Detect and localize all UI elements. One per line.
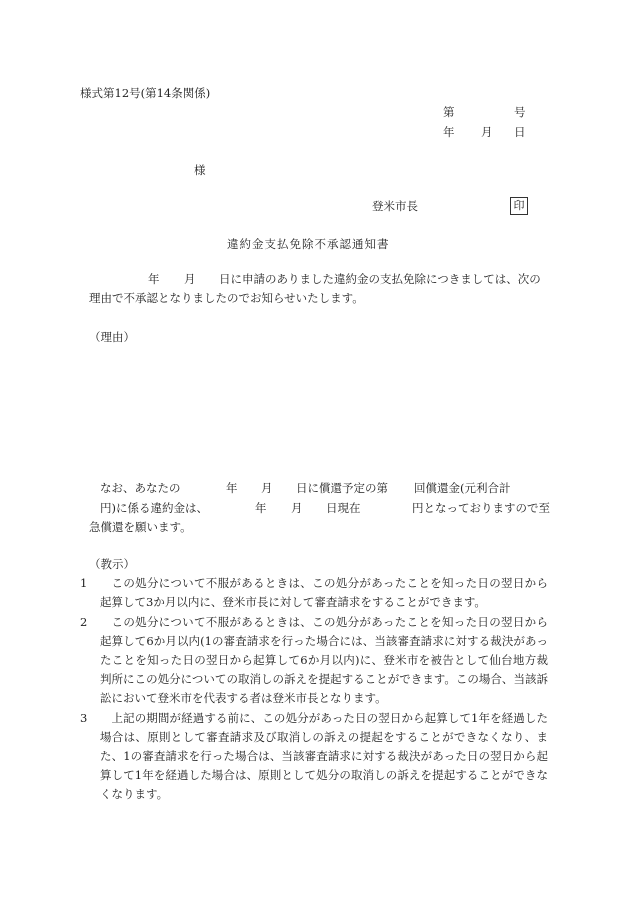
item-text: 上記の期間が経過する前に、この処分があった日の翌日から起算して1年を経過した場合は、原則として審査請求及び取消しの訴えの提起をすることができなくなり、また、1の審査請求を行った場合は、当該審査請求に対する裁決があった日の翌日から起算して1年を経過した場合は、原則として処分の取消しの訴えを提起することができなくなります。 [100, 711, 548, 801]
notice-text-6: 円となっておりますので至 [412, 501, 550, 515]
instruction-item-1 [80, 574, 548, 612]
instruction-item-3 [80, 709, 548, 804]
intro-text: 日に申請のありました違約金の支払免除につきましては、次の [219, 272, 541, 286]
notice-month-2: 月 [291, 501, 303, 515]
addressee-suffix: 様 [194, 163, 206, 177]
date-year-label: 年 [443, 125, 455, 139]
notice-text-5: 日現在 [326, 501, 361, 515]
instruction-item-2 [80, 613, 548, 708]
intro-year: 年 [148, 272, 160, 286]
document-title: 違約金支払免除不承認通知書 [227, 237, 390, 251]
notice-text-1: なお、あなたの [100, 481, 181, 495]
notice-text-2: 日に償還予定の第 [296, 481, 388, 495]
item-text: この処分について不服があるときは、この処分があったことを知った日の翌日から起算して6か月以内(1の審査請求を行った場合には、当該審査請求に対する裁決があったことを知った日の翌日から起算して6か月以内)に、登米市を被告として仙台地方裁判所にこの処分についての取消しの訴えを提起することができます。この場合、当該訴訟において登米市を代表する者は登米市長となります。 [100, 615, 548, 705]
item-number: 3 [80, 711, 88, 725]
item-number: 1 [80, 576, 88, 590]
instruction-label: （教示） [89, 557, 135, 571]
item-text: この処分について不服があるときは、この処分があったことを知った日の翌日から起算して3か月以内に、登米市長に対して審査請求をすることができます。 [100, 576, 548, 609]
notice-year-1: 年 [226, 481, 238, 495]
notice-month-1: 月 [261, 481, 273, 495]
date-month-label: 月 [481, 125, 493, 139]
date-day-label: 日 [514, 125, 526, 139]
form-number: 様式第12号(第14条関係) [80, 86, 211, 100]
item-number: 2 [80, 615, 88, 629]
intro-text-line2: 理由で不承認となりましたのでお知らせいたします。 [89, 291, 364, 305]
seal-mark: 印 [510, 197, 528, 215]
notice-text-4: 円)に係る違約金は、 [100, 501, 208, 515]
notice-year-2: 年 [255, 501, 267, 515]
notice-text-7: 急償還を願います。 [89, 520, 192, 534]
doc-number-suffix: 号 [514, 105, 526, 119]
issuer-name: 登米市長 [372, 199, 418, 213]
reason-label: （理由） [89, 330, 135, 344]
intro-month: 月 [184, 272, 196, 286]
notice-text-3: 回償還金(元利合計 [414, 481, 511, 495]
doc-number-prefix: 第 [443, 105, 455, 119]
